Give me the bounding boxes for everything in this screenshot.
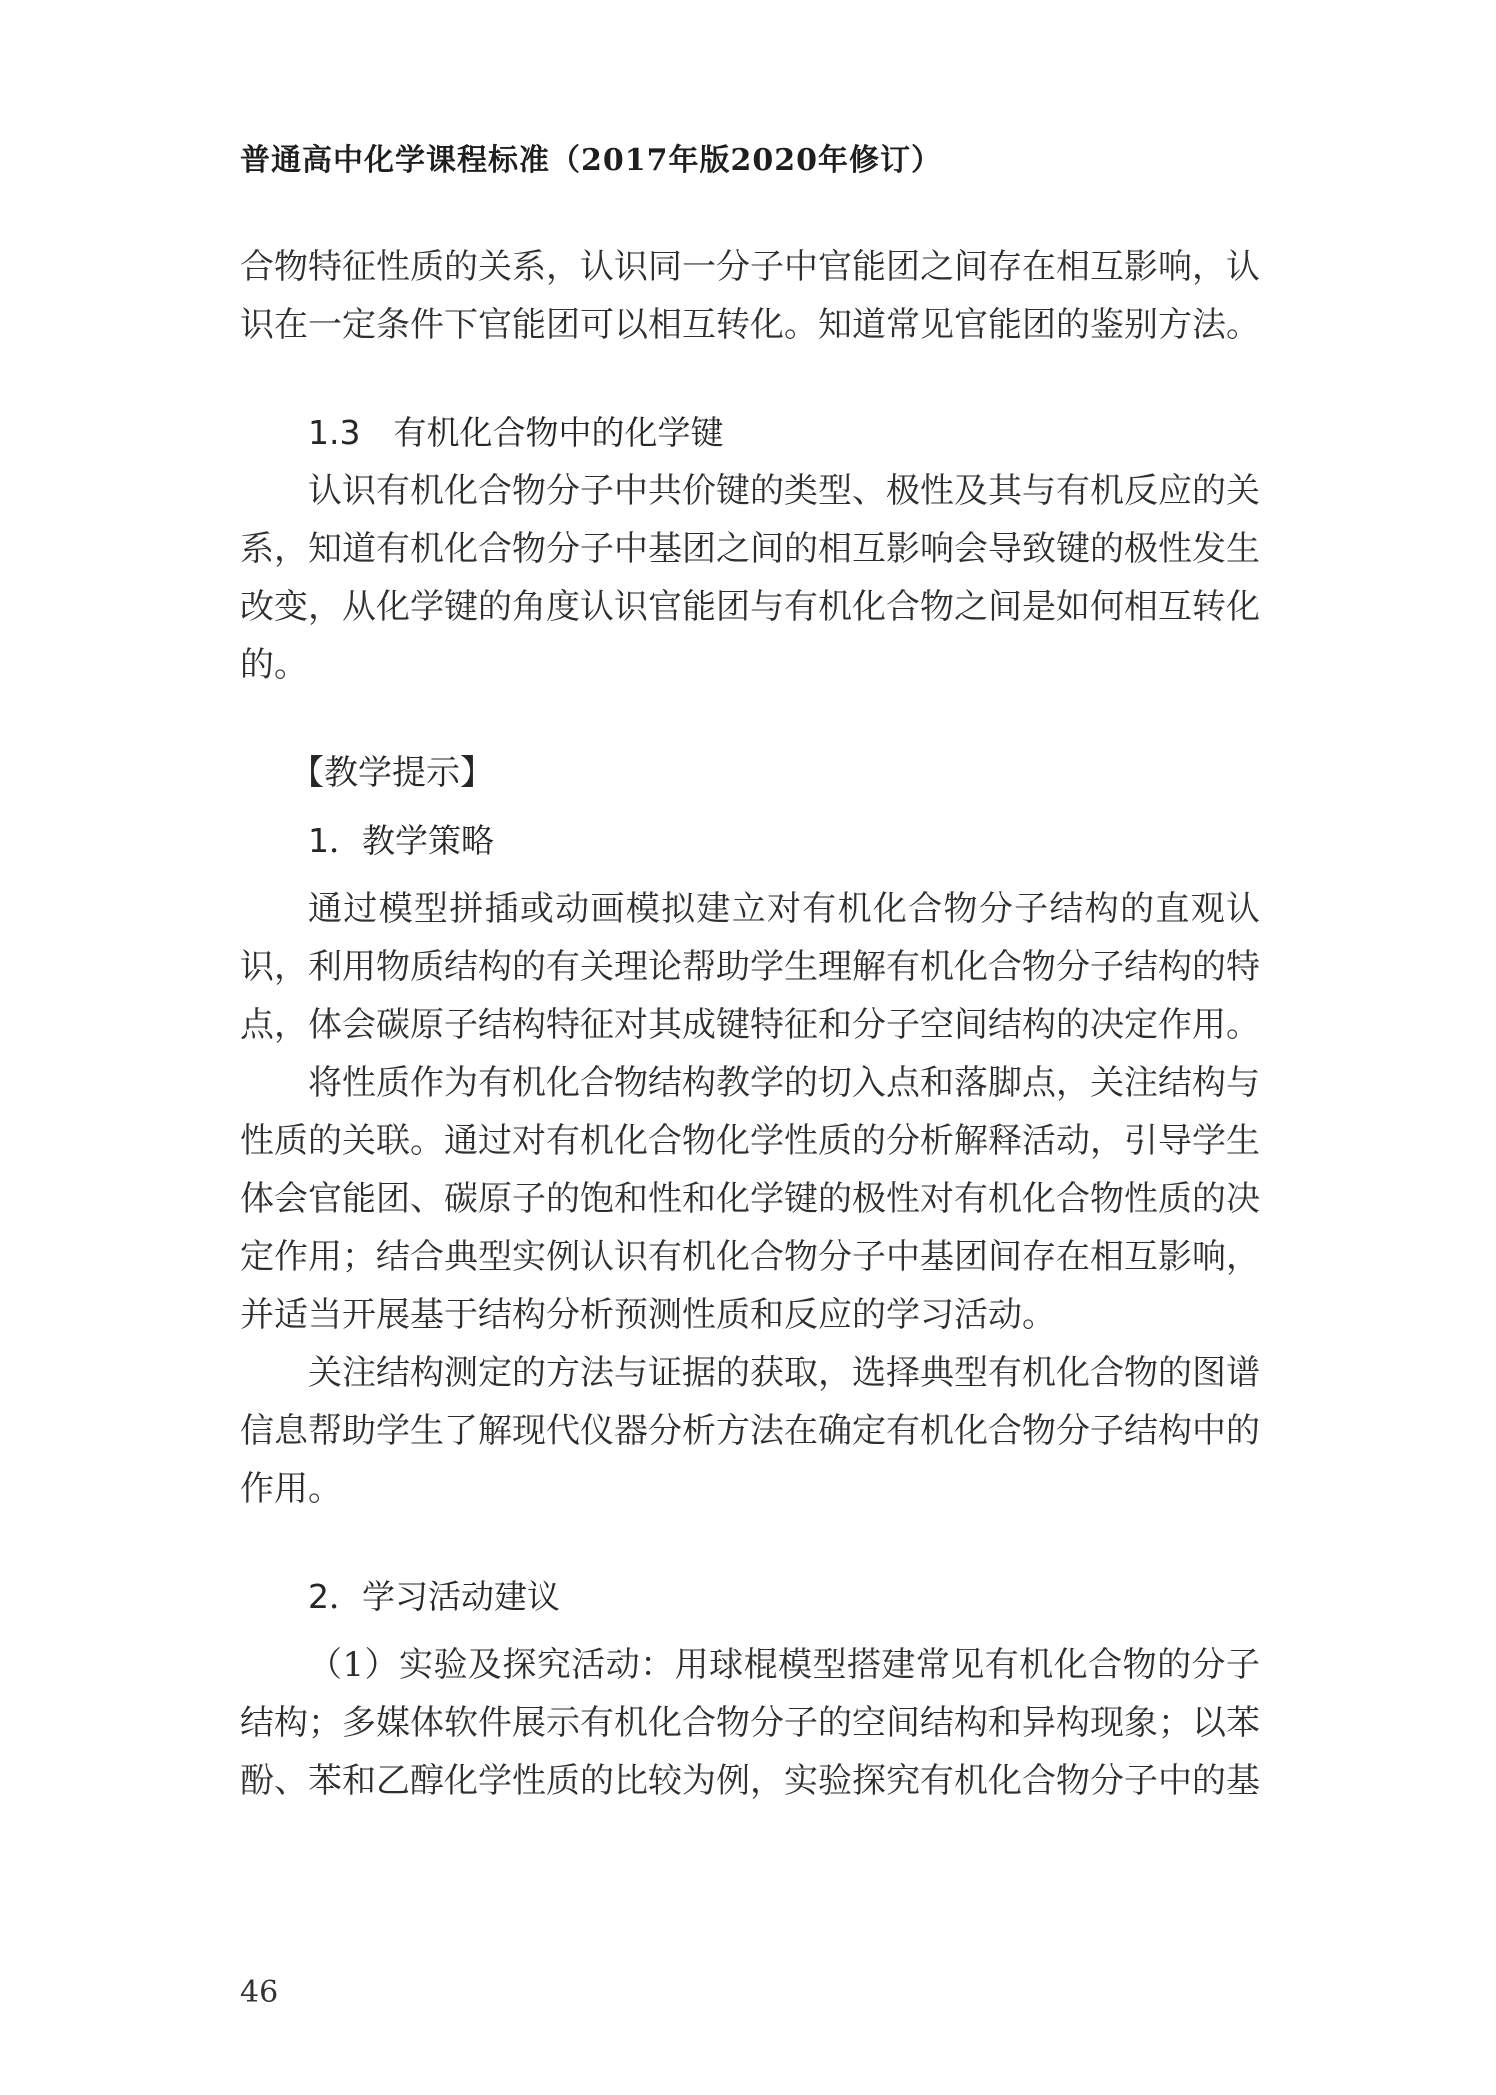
activities-paragraph: （1）实验及探究活动：用球棍模型搭建常见有机化合物的分子结构；多媒体软件展示有机化合物分子的空间结构和异构现象；以苯酚、苯和乙醇化学性质的比较为例，实验探究有机化合物分子中的基 (240, 1645, 1260, 1801)
intro-paragraph: 合物特征性质的关系，认识同一分子中官能团之间存在相互影响，认识在一定条件下官能团可以相互转化。知道常见官能团的鉴别方法。 (240, 247, 1260, 345)
section-heading-1-3: 1.3 有机化合物中的化学键 (308, 413, 724, 452)
teaching-tips-tag: 【教学提示】 (290, 753, 494, 793)
strategy-paragraph-1: 通过模型拼插或动画模拟建立对有机化合物分子结构的直观认识，利用物质结构的有关理论帮助学生理解有机化合物分子结构的特点，体会碳原子结构特征对其成键特征和分子空间结构的决定作用。 (240, 889, 1260, 1045)
page-number: 46 (240, 1975, 279, 2010)
page-content (240, 238, 1260, 1810)
strategy-paragraph-3: 关注结构测定的方法与证据的获取，选择典型有机化合物的图谱信息帮助学生了解现代仪器分析方法在确定有机化合物分子结构中的作用。 (240, 1353, 1260, 1509)
section-1-3-paragraph: 认识有机化合物分子中共价键的类型、极性及其与有机反应的关系，知道有机化合物分子中基团之间的相互影响会导致键的极性发生改变，从化学键的角度认识官能团与有机化合物之间是如何相互转化的。 (240, 471, 1260, 685)
strategy-paragraph-2: 将性质作为有机化合物结构教学的切入点和落脚点，关注结构与性质的关联。通过对有机化合物化学性质的分析解释活动，引导学生体会官能团、碳原子的饱和性和化学键的极性对有机化合物性质的决定作用；结合典型实例认识有机化合物分子中基团间存在相互影响，并适当开展基于结构分析预测性质和反应的学习活动。 (240, 1063, 1260, 1335)
running-header-title: 普通高中化学课程标准（2017年版2020年修订） (240, 143, 942, 178)
learning-activities-heading: 2．学习活动建议 (308, 1577, 560, 1616)
teaching-strategy-heading: 1．教学策略 (308, 821, 494, 860)
